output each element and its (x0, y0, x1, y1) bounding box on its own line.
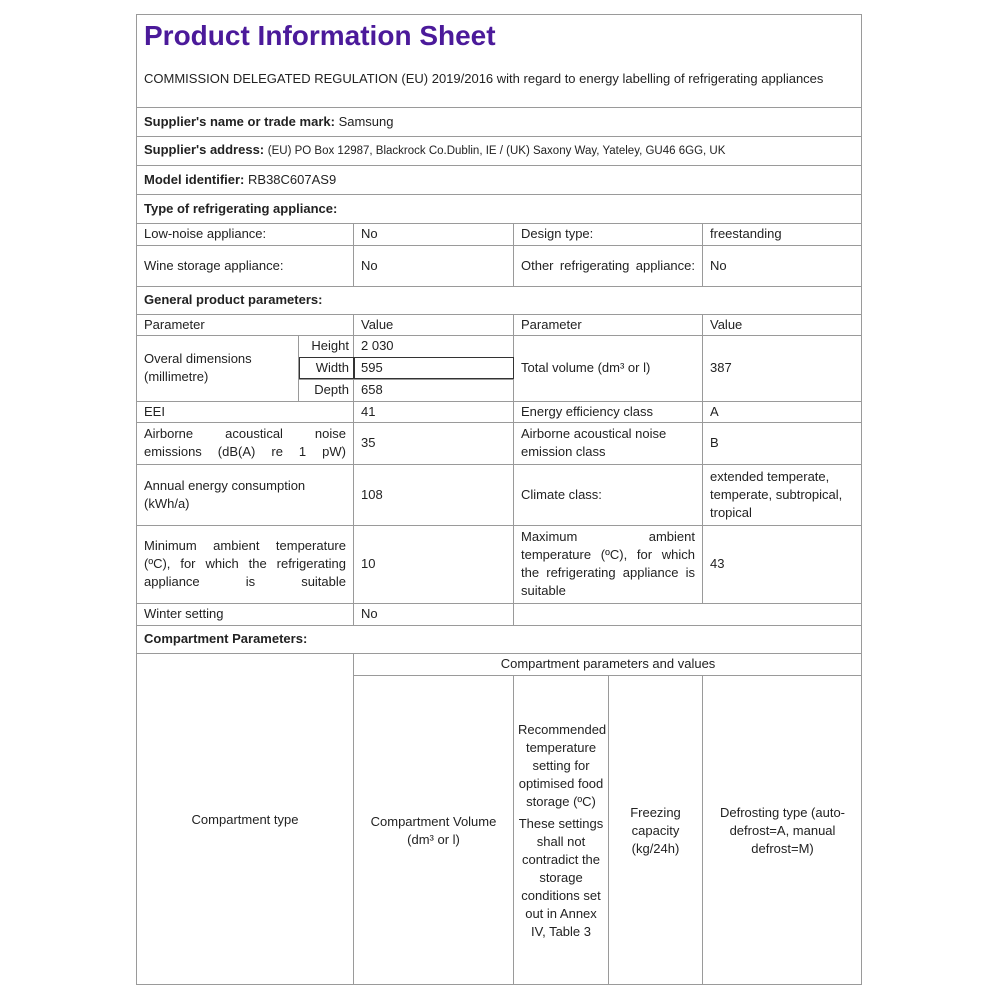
column-header-parameter: Parameter (137, 314, 354, 335)
compartment-group-header: Compartment parameters and values (354, 653, 863, 675)
column-header-parameter-2: Parameter (514, 314, 703, 335)
regulation-text: COMMISSION DELEGATED REGULATION (EU) 2019/2016 with regard to energy labelling of refrigerating appliances (137, 53, 863, 107)
width-label: Width (299, 357, 354, 379)
appliance-type-heading: Type of refrigerating appliance: (137, 194, 863, 223)
height-label: Height (299, 335, 354, 357)
depth-value: 658 (354, 379, 514, 401)
product-information-sheet (136, 14, 862, 985)
supplier-name-value: Samsung (338, 113, 394, 129)
model-identifier-label: Model identifier: (144, 171, 245, 187)
compartment-volume-header: Compartment Volume (dm³ or l) (354, 675, 514, 985)
storage-conditions-note: These settings shall not contradict the storage conditions set out in Annex IV, Table 3 (518, 816, 604, 939)
energy-class-label: Energy efficiency class (514, 401, 703, 422)
column-header-value-2: Value (703, 314, 863, 335)
energy-class-value: A (703, 401, 863, 422)
freezing-capacity-header: Freezing capacity (kg/24h) (609, 675, 703, 985)
annual-energy-label: Annual energy consumption (kWh/a) (137, 464, 354, 525)
wine-storage-label: Wine storage appliance: (137, 245, 354, 286)
winter-setting-value: No (354, 603, 514, 625)
noise-class-label: Airborne acoustical noise emission class (514, 422, 703, 464)
width-value: 595 (354, 357, 514, 379)
winter-setting-empty (514, 603, 863, 625)
supplier-address-label: Supplier's address: (144, 142, 265, 157)
supplier-address-value: (EU) PO Box 12987, Blackrock Co.Dublin, IE / (UK) Saxony Way, Yateley, GU46 6GG, UK (267, 145, 726, 157)
noise-emissions-label: Airborne acoustical noise emissions (dB(A) re 1 pW) (137, 422, 354, 464)
design-type-value: freestanding (703, 223, 863, 245)
total-volume-label: Total volume (dm³ or l) (514, 335, 703, 401)
column-header-value: Value (354, 314, 514, 335)
compartment-type-header: Compartment type (137, 653, 354, 985)
supplier-address-row (137, 136, 863, 165)
height-value: 2 030 (354, 335, 514, 357)
climate-class-label: Climate class: (514, 464, 703, 525)
noise-emissions-value: 35 (354, 422, 514, 464)
supplier-name-label: Supplier's name or trade mark: (144, 113, 335, 129)
other-appliance-value: No (703, 245, 863, 286)
other-appliance-label: Other refrigerating appliance: (514, 245, 703, 286)
compartment-parameters-heading: Compartment Parameters: (137, 625, 863, 653)
general-parameters-heading: General product parameters: (137, 286, 863, 314)
dimensions-label: Overal dimensions (millimetre) (137, 335, 299, 401)
recommended-temperature-header (514, 675, 609, 985)
model-identifier-value: RB38C607AS9 (248, 171, 337, 187)
max-ambient-temp-label: Maximum ambient temperature (ºC), for which the refrigerating appliance is suitable (514, 525, 703, 603)
low-noise-value: No (354, 223, 514, 245)
recommended-temperature-text: Recommended temperature setting for optimised food storage (ºC) (518, 722, 607, 809)
winter-setting-label: Winter setting (137, 603, 354, 625)
eei-value: 41 (354, 401, 514, 422)
wine-storage-value: No (354, 245, 514, 286)
page-title: Product Information Sheet (137, 15, 863, 54)
total-volume-value: 387 (703, 335, 863, 401)
depth-label: Depth (299, 379, 354, 401)
min-ambient-temp-value: 10 (354, 525, 514, 603)
max-ambient-temp-value: 43 (703, 525, 863, 603)
annual-energy-value: 108 (354, 464, 514, 525)
info-table (136, 14, 862, 985)
eei-label: EEI (137, 401, 354, 422)
model-identifier-row (137, 165, 863, 194)
defrosting-type-header: Defrosting type (auto-defrost=A, manual defrost=M) (703, 675, 863, 985)
design-type-label: Design type: (514, 223, 703, 245)
min-ambient-temp-label: Minimum ambient temperature (ºC), for which the refrigerating appliance is suitable (137, 525, 354, 603)
noise-class-value: B (703, 422, 863, 464)
climate-class-value: extended temperate, temperate, subtropical, tropical (703, 464, 863, 525)
low-noise-label: Low-noise appliance: (137, 223, 354, 245)
supplier-name-row (137, 107, 863, 136)
